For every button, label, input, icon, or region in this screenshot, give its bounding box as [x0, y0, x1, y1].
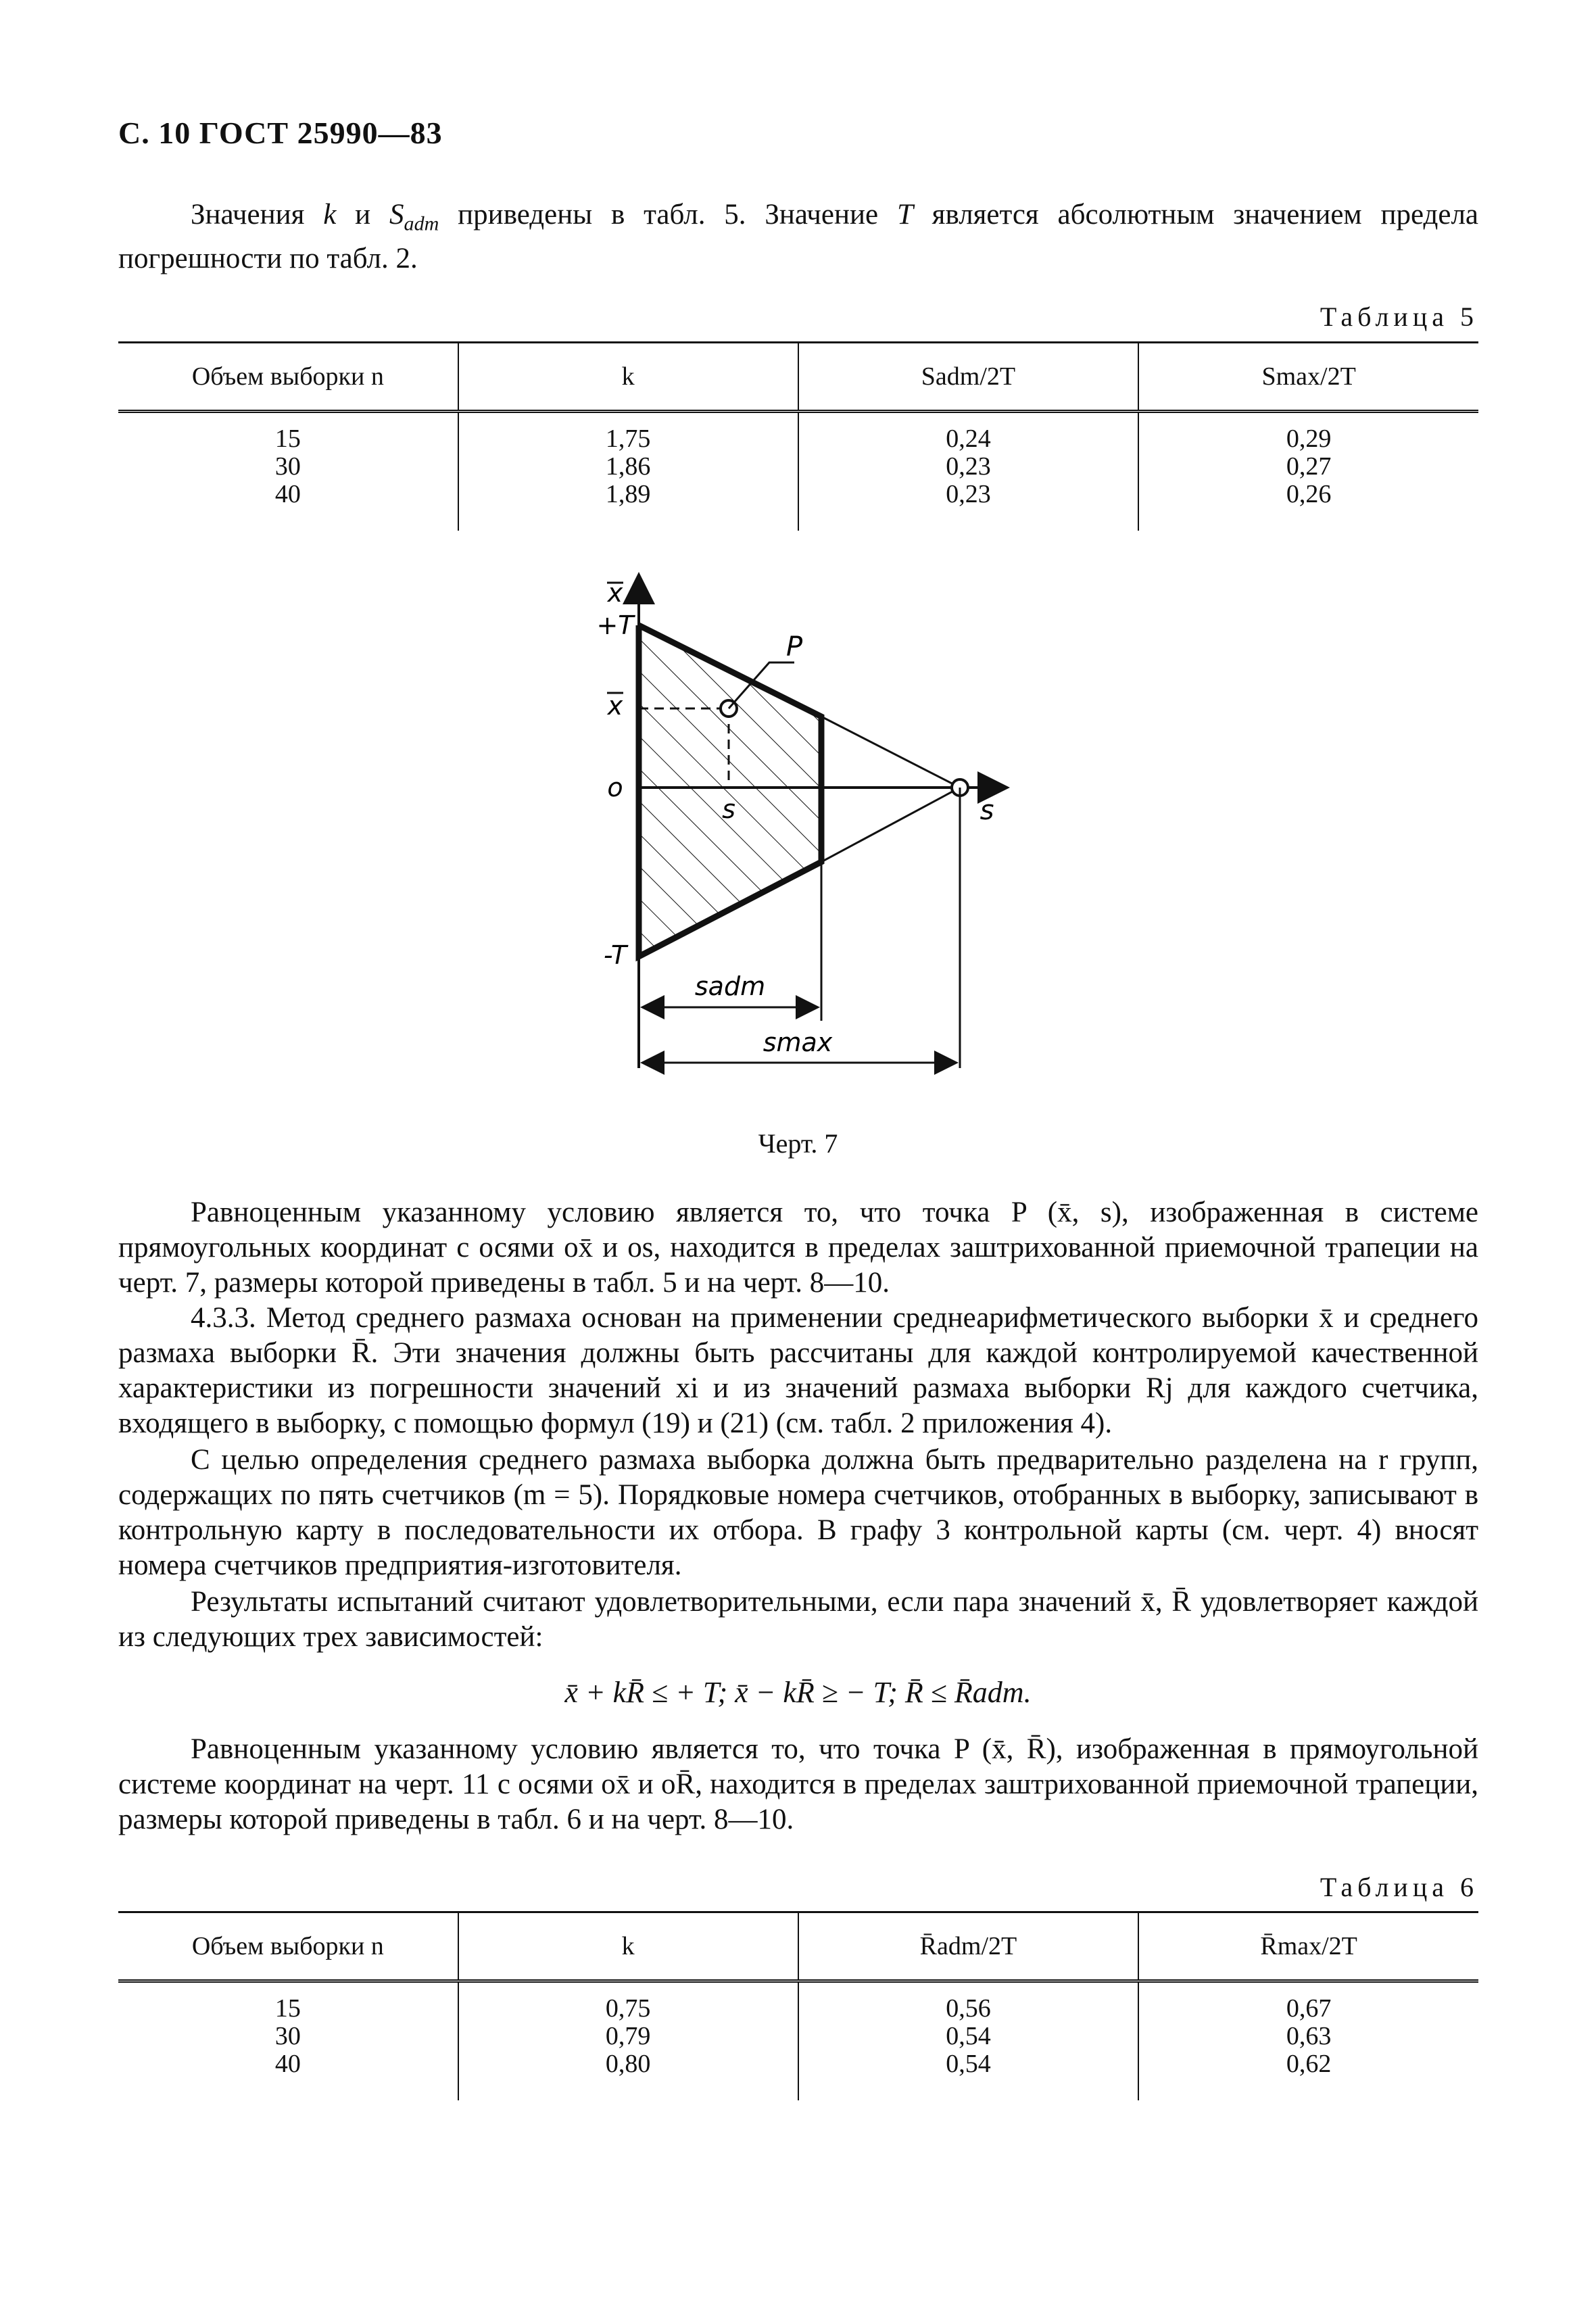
table6-caption: Таблица 6	[1320, 1872, 1478, 1902]
table5-cell: 15	[274, 425, 301, 453]
table-row	[118, 1981, 1478, 2101]
origin-label: o	[607, 773, 623, 802]
table5-cell: 0,26	[1286, 480, 1332, 508]
table6-cell: 30	[274, 2022, 301, 2050]
para1-text-2: и	[336, 199, 390, 231]
para1-k: k	[323, 199, 337, 231]
formula-line: x̄ + kR̄ ≤ + T; x̄ − kR̄ ≥ − T; R̄ ≤ R̄adm.	[564, 1676, 1032, 1709]
smax-label: smax	[763, 1028, 833, 1057]
paragraph-intro	[118, 197, 1478, 276]
para1-text-4: является абсолютным значением предела погрешности по табл. 2.	[118, 199, 1478, 274]
paragraph-4: С целью определения среднего размаха выборка должна быть предварительно разделена на r групп, содержащих по пять счетчиков (m = 5). Порядковые номера счетчиков, отобранных в выборку, записывают в контрольную карту в последовательности их отбора. В графу 3 контрольной карты (см. черт. 4) вносят номера счетчиков предприятия-изготовителя.	[118, 1444, 1478, 1581]
table5-caption: Таблица 5	[1320, 301, 1478, 332]
table6-cell: 0,79	[605, 2022, 651, 2050]
table6-cell: 0,62	[1286, 2050, 1332, 2078]
x-axis-label: x	[607, 578, 623, 608]
table6-cell: 0,75	[605, 1994, 651, 2023]
table6-cell: 0,63	[1286, 2022, 1332, 2050]
s-point-label: s	[722, 794, 735, 824]
table5-cell: 30	[274, 452, 301, 481]
table6-cell: 0,67	[1286, 1994, 1332, 2023]
para1-s: S	[389, 199, 404, 231]
table5-cell: 0,24	[946, 425, 991, 453]
plus-t-label: +T	[596, 610, 634, 640]
page-header: С. 10 ГОСТ 25990—83	[118, 116, 443, 150]
x-mark-label: x	[607, 691, 623, 721]
table6-header: k	[458, 1912, 798, 1981]
table-5	[118, 341, 1478, 531]
table5-header: Sadm/2T	[798, 343, 1139, 412]
table5-header: k	[458, 343, 798, 412]
table6-cell: 0,54	[946, 2022, 991, 2050]
acceptance-trapezoid-figure	[554, 554, 1041, 1102]
table6-header: R̄max/2T	[1138, 1912, 1478, 1981]
paragraph-6: Равноценным указанному условию является то, что точка P (x̄, R̄), изображенная в прямоугольной системе координат на черт. 11 с осями ox̄ и oR̄, находится в пределах заштрихованной приемочной трапеции, размеры которой приведены в табл. 6 и на черт. 8—10.	[118, 1733, 1478, 1835]
table5-header: Smax/2T	[1138, 343, 1478, 412]
table5-cell: 1,86	[605, 452, 651, 481]
lower-extension-line	[821, 788, 960, 862]
table-6	[118, 1911, 1478, 2100]
table5-cell: 1,75	[605, 425, 651, 453]
table5-cell: 0,23	[946, 480, 991, 508]
table6-cell: 0,56	[946, 1994, 991, 2023]
para1-text-1: Значения	[191, 199, 324, 231]
table5-cell: 0,27	[1286, 452, 1332, 481]
table5-cell: 0,23	[946, 452, 991, 481]
table5-cell: 40	[274, 480, 301, 508]
table6-cell: 0,54	[946, 2050, 991, 2078]
paragraph-2: Равноценным указанному условию является то, что точка P (x̄, s), изображенная в системе прямоугольных координат с осями ox̄ и os, находится в пределах заштрихованной приемочной трапеции на черт. 7, размеры которой приведены в табл. 5 и на черт. 8—10.	[118, 1197, 1478, 1299]
table6-header: R̄adm/2T	[798, 1912, 1139, 1981]
figure-caption: Черт. 7	[758, 1128, 838, 1159]
s-axis-label: s	[980, 795, 994, 826]
minus-t-label: -T	[603, 940, 627, 970]
table6-header: Объем выборки n	[118, 1912, 458, 1981]
para1-text-3: приведены в табл. 5. Значение	[439, 199, 897, 231]
table6-cell: 0,80	[605, 2050, 651, 2078]
paragraph-3: 4.3.3. Метод среднего размаха основан на применении среднеарифметического выборки x̄ и среднего размаха выборки R̄. Эти значения должны быть рассчитаны для каждой контролируемой качественной характеристики из погрешности значений xi и из значений размаха выборки Rj для каждого счетчика, входящего в выборку, с помощью формул (19) и (21) (см. табл. 2 приложения 4).	[118, 1302, 1478, 1439]
table-row	[118, 412, 1478, 531]
table6-cell: 40	[274, 2050, 301, 2078]
table5-cell: 0,29	[1286, 425, 1332, 453]
para1-s-sub: adm	[404, 212, 439, 235]
paragraph-5: Результаты испытаний считают удовлетворительными, если пара значений x̄, R̄ удовлетворяет каждой из следующих трех зависимостей:	[118, 1586, 1478, 1653]
table5-cell: 1,89	[605, 480, 651, 508]
table5-header: Объем выборки n	[118, 343, 458, 412]
table6-cell: 15	[274, 1994, 301, 2023]
hatched-trapezoid	[639, 625, 821, 957]
upper-extension-line	[821, 717, 960, 788]
sadm-label: sadm	[694, 971, 766, 1001]
p-label: P	[785, 631, 803, 662]
para1-T: T	[896, 199, 913, 231]
